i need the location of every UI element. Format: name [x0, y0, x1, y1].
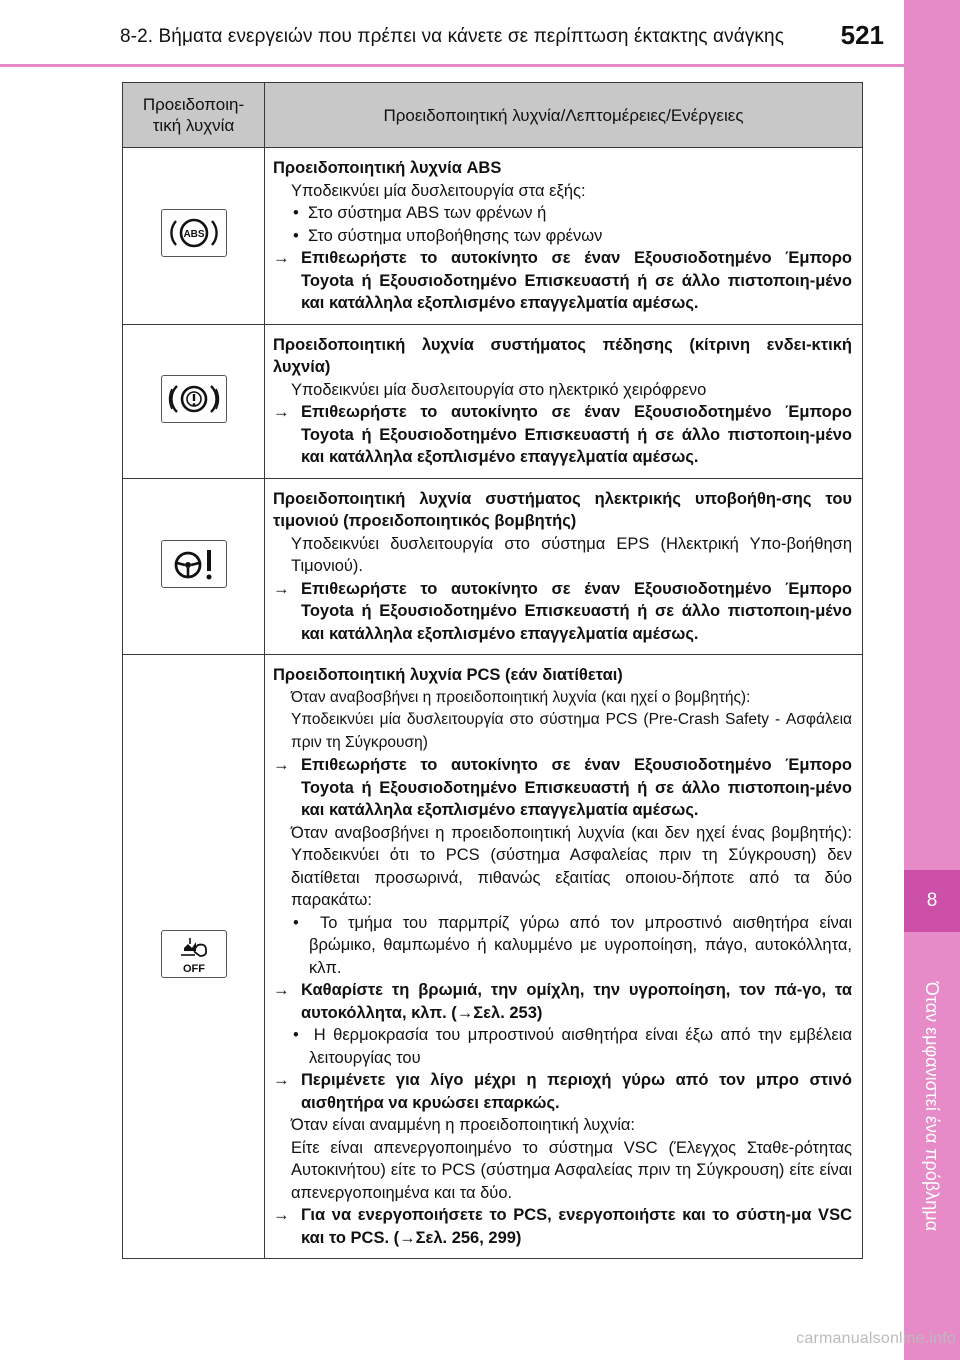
- page-number: 521: [840, 20, 884, 50]
- abs-icon-label: ABS: [182, 229, 205, 241]
- light-title: Προειδοποιητική λυχνία ABS: [273, 159, 502, 177]
- action-item: → Καθαρίστε τη βρωμιά, την ομίχλη, την υγροποίηση, τον πά-γο, τα αυτοκόλλητα, κλπ. (→Σελ. 253): [273, 981, 852, 1022]
- light-title: Προειδοποιητική λυχνία συστήματος ηλεκτρικής υποβοήθη-σης του τιμονιού (προειδοποιητικός βομβητής): [273, 489, 852, 530]
- warning-lights-table: [122, 82, 863, 1259]
- col-header-details: Προειδοποιητική λυχνία/Λεπτομέρειες/Ενέργειες: [265, 83, 863, 148]
- power-steering-warning-icon: [161, 540, 227, 588]
- action-item: → Επιθεωρήστε το αυτοκίνητο σε έναν Εξουσιοδοτημένο Έμπορο Toyota ή Εξουσιοδοτημένο Επισκευαστή ή σε άλλο πιστοποιη-μένο και κατάλληλα εξοπλισμένο επαγγελματία αμέσως.: [273, 579, 852, 643]
- description: Υποδεικνύει μία δυσλειτουργία στο σύστημα PCS (Pre-Crash Safety - Ασφάλεια πριν τη Σύγκρουση): [291, 711, 852, 751]
- bullet-item: • Το τμήμα του παρμπρίζ γύρω από τον μπροστινό αισθητήρα είναι βρώμικο, θαμπωμένο ή καλυμμένο με υγροποίηση, πάγο, αυτοκόλλητα, κλπ.: [293, 913, 852, 977]
- table-row: [123, 324, 863, 478]
- description: Υποδεικνύει δυσλειτουργία στο σύστημα EPS (Ηλεκτρική Υπο-βοήθηση Τιμονιού).: [291, 534, 852, 575]
- icon-cell: [123, 478, 265, 655]
- light-title: Προειδοποιητική λυχνία συστήματος πέδησης (κίτρινη ενδει-κτική λυχνία): [273, 335, 852, 376]
- table-row: [123, 478, 863, 655]
- pcs-off-warning-icon: [161, 930, 227, 978]
- chapter-title: [904, 936, 960, 1276]
- watermark: carmanualsonline.info: [796, 1330, 956, 1347]
- description: Υποδεικνύει μία δυσλειτουργία στο ηλεκτρικό χειρόφρενο: [291, 380, 707, 399]
- description: Είτε είναι απενεργοποιημένο το σύστημα VSC (Έλεγχος Σταθε-ρότητας Αυτοκινήτου) είτε το PCS (σύστημα Ασφαλείας πριν τη Σύγκρουση) είτε είναι απενεργοποιημένα και τα δύο.: [291, 1138, 852, 1202]
- description: Υποδεικνύει μία δυσλειτουργία στα εξής:: [291, 181, 586, 200]
- chapter-number: 8: [904, 870, 960, 932]
- action-item: → Επιθεωρήστε το αυτοκίνητο σε έναν Εξουσιοδοτημένο Έμπορο Toyota ή Εξουσιοδοτημένο Επισκευαστή ή σε άλλο πιστοποιη-μένο και κατάλληλα εξοπλισμένο επαγγελματία αμέσως.: [273, 249, 852, 312]
- col-header-light: Προειδοποιη- τική λυχνία: [123, 83, 265, 148]
- details-cell: [265, 478, 863, 655]
- action-item: → Επιθεωρήστε το αυτοκίνητο σε έναν Εξουσιοδοτημένο Έμπορο Toyota ή Εξουσιοδοτημένο Επισκευαστή ή σε άλλο πιστοποιη-μένο και κατάλληλα εξοπλισμένο επαγγελματία αμέσως.: [273, 756, 852, 819]
- details-cell: [265, 324, 863, 478]
- description: Όταν αναβοσβήνει η προειδοποιητική λυχνία (και δεν ηχεί ένας βομβητής): Υποδεικνύει ότι το PCS (σύστημα Ασφαλείας πριν τη Σύγκρουση) δεν διατίθεται προσωρινά, πιθανώς εξαιτίας οποιου-δήποτε από τα δύο παρακάτω:: [291, 823, 852, 909]
- action-item: → Περιμένετε για λίγο μέχρι η περιοχή γύρω από τον μπρο στινό αισθητήρα να κρυώσει επαρκώς.: [273, 1071, 852, 1112]
- bullet-item: • Η θερμοκρασία του μπροστινού αισθητήρα είναι έξω από την εμβέλεια λειτουργίας του: [293, 1026, 852, 1067]
- bullet-item: • Στο σύστημα ABS των φρένων ή: [293, 204, 547, 222]
- description: Όταν είναι αναμμένη η προειδοποιητική λυχνία:: [291, 1116, 636, 1134]
- icon-cell: [123, 655, 265, 1259]
- details-cell: [265, 655, 863, 1259]
- light-title: Προειδοποιητική λυχνία PCS (εάν διατίθεται): [273, 666, 623, 684]
- abs-warning-icon: [161, 209, 227, 257]
- pcs-off-label: OFF: [182, 963, 205, 975]
- bullet-item: • Στο σύστημα υποβοήθησης των φρένων: [293, 226, 603, 245]
- action-item: → Για να ενεργοποιήσετε το PCS, ενεργοποιήστε και το σύστη-μα VSC και το PCS. (→Σελ. 256, 299): [273, 1206, 852, 1247]
- header-rule: [0, 64, 904, 67]
- chapter-title-text: Όταν εμφανιστεί ένα πρόβλημα: [922, 981, 943, 1231]
- action-item: → Επιθεωρήστε το αυτοκίνητο σε έναν Εξουσιοδοτημένο Έμπορο Toyota ή Εξουσιοδοτημένο Επισκευαστή ή σε άλλο πιστοποιη-μένο και κατάλληλα εξοπλισμένο επαγγελματία αμέσως.: [273, 403, 852, 466]
- table-row: [123, 655, 863, 1259]
- table-row: [123, 148, 863, 325]
- icon-cell: [123, 148, 265, 325]
- table-header-row: [123, 83, 863, 148]
- description: Όταν αναβοσβήνει η προειδοποιητική λυχνία (και ηχεί ο βομβητής):: [291, 688, 751, 706]
- icon-cell: [123, 324, 265, 478]
- details-cell: [265, 148, 863, 325]
- section-title: 8-2. Βήματα ενεργειών που πρέπει να κάνετε σε περίπτωση έκτακτης ανάγκης: [120, 26, 784, 47]
- brake-system-warning-icon: [161, 375, 227, 423]
